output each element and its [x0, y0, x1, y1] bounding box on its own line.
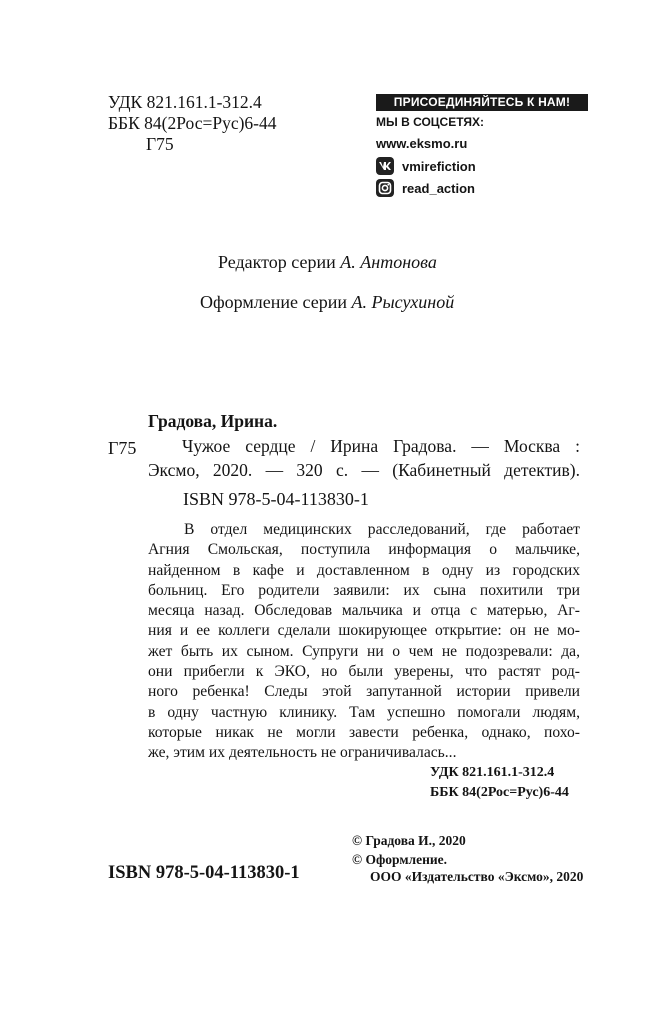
copyright-author: © Градова И., 2020: [352, 833, 466, 848]
annotation: [148, 520, 580, 764]
author-mark: Г75: [146, 134, 174, 154]
copyright-design: © Оформление.: [352, 852, 448, 867]
annotation-line: В отдел медицинских расследований, где работает: [184, 521, 580, 538]
website-link[interactable]: www.eksmo.ru: [376, 136, 468, 151]
editor-label: Редактор серии: [218, 252, 336, 272]
book-author: Градова, Ирина.: [148, 411, 278, 431]
annotation-line: ного ребенка! Следы этой запутанной истории привели: [148, 683, 580, 701]
footer-udk: УДК 821.161.1-312.4: [430, 765, 555, 780]
design-label: Оформление серии: [200, 292, 347, 312]
bib-publisher-line: Эксмо, 2020. — 320 с. — (Кабинетный детектив).: [148, 460, 580, 480]
udk-code: УДК 821.161.1-312.4: [108, 92, 262, 112]
annotation-line: жет быть их сыном. Супруги ни о чем не подозревали: да,: [148, 642, 580, 660]
instagram-row[interactable]: [376, 177, 588, 199]
footer-bbk: ББК 84(2Рос=Рус)6-44: [430, 785, 569, 800]
bib-title-line: Чужое сердце / Ирина Градова. — Москва :: [182, 436, 580, 456]
instagram-icon: [376, 179, 394, 197]
annotation-line: месяца назад. Обследовав мальчика и отца с матерью, Аг-: [148, 602, 580, 620]
annotation-line: они прибегли к ЭКО, но были уверены, что растят род-: [148, 663, 580, 681]
annotation-line: больниц. Его родители заявили: их сына похитили три: [148, 581, 580, 599]
annotation-line: найденном в кафе и доставленном в одну из городских: [148, 561, 580, 579]
annotation-line: в одну частную клинику. Там успешно помогали людям,: [148, 703, 580, 721]
vk-handle: vmirefiction: [402, 158, 476, 174]
annotation-line: ния и ее коллеги сделали шокирующее открытие: он не мо-: [148, 622, 580, 640]
annotation-line: же, этим их деятельность не ограничивалась...: [148, 744, 457, 762]
instagram-handle: read_action: [402, 180, 475, 196]
design-credit: [200, 292, 454, 313]
networks-label: МЫ В СОЦСЕТЯХ:: [376, 115, 485, 129]
join-banner: ПРИСОЕДИНЯЙТЕСЬ К НАМ!: [376, 94, 588, 111]
design-name: А. Рысухиной: [351, 292, 455, 312]
footer-classification: [430, 763, 569, 803]
editor-name: А. Антонова: [340, 252, 437, 272]
social-block: [376, 94, 588, 199]
editor-credit: [218, 252, 437, 273]
bib-author-mark: Г75: [108, 438, 137, 458]
footer-isbn: ISBN 978-5-04-113830-1: [108, 863, 300, 883]
copyright-publisher: ООО «Издательство «Эксмо», 2020: [370, 869, 584, 884]
annotation-line: Агния Смольская, поступила информация о мальчике,: [148, 541, 580, 559]
bbk-code: ББК 84(2Рос=Рус)6-44: [108, 113, 277, 133]
annotation-line: которые никак не могли завести ребенка, однако, похо-: [148, 723, 580, 741]
bib-isbn: ISBN 978-5-04-113830-1: [183, 489, 369, 509]
vk-icon: [376, 157, 394, 175]
classification-block: [108, 92, 277, 155]
vk-row[interactable]: [376, 155, 588, 177]
